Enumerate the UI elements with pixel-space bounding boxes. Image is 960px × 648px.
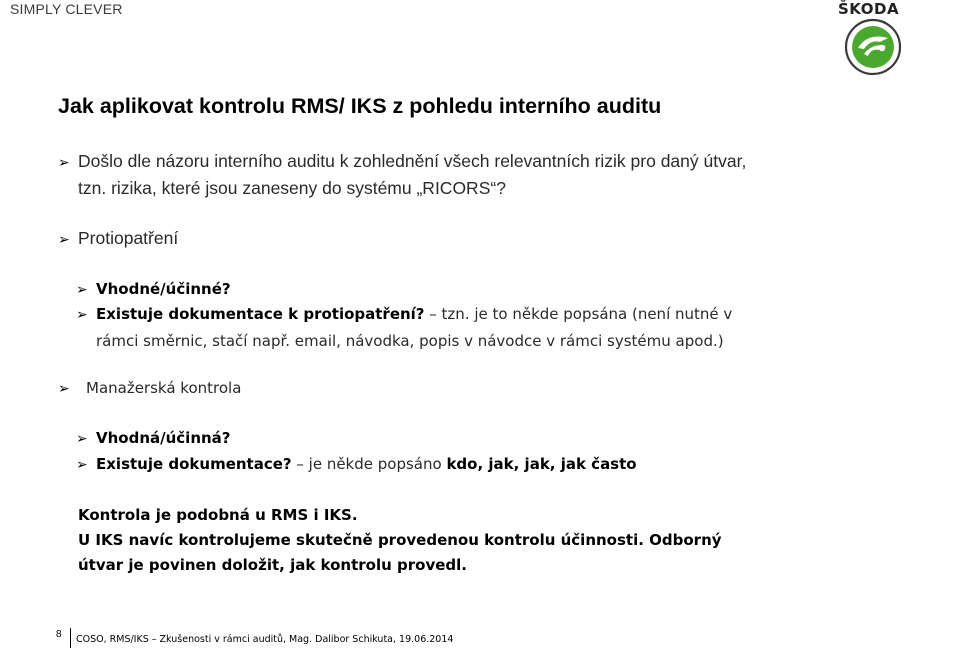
sub-bullet-1 [76, 277, 231, 303]
bullet-3 [58, 376, 241, 402]
footer-divider [70, 628, 71, 648]
brand-wordmark: ŠKODA [838, 0, 900, 18]
sub-bullet-4-rest: – je někde popsáno [291, 455, 447, 473]
page-number: 8 [56, 629, 62, 640]
skoda-logo-icon [844, 18, 902, 76]
sub-bullet-3-label: Vhodná/účinná? [96, 429, 231, 447]
bullet-1-line-1: Došlo dle názoru interního auditu k zohlednění všech relevantních rizik pro daný útvar, [78, 151, 747, 171]
arrowhead-bullet-icon: ➢ [58, 155, 70, 171]
sub-bullet-3 [76, 426, 231, 452]
sub-bullet-4-bold-2: kdo, jak, jak, jak často [446, 455, 637, 473]
bullet-1 [58, 149, 746, 176]
sub-bullet-4-bold: Existuje dokumentace? [96, 455, 292, 473]
sub-bullet-4 [76, 452, 637, 478]
bullet-3-label: Manažerská kontrola [86, 379, 242, 397]
arrowhead-bullet-icon: ➢ [76, 307, 88, 323]
arrowhead-bullet-icon: ➢ [58, 232, 70, 248]
tagline: SIMPLY CLEVER [10, 1, 123, 17]
closing-line-3: útvar je povinen doložit, jak kontrolu provedl. [78, 556, 467, 574]
sub-bullet-2-rest: – tzn. je to někde popsána (není nutné v [424, 305, 733, 323]
sub-bullet-1-label: Vhodné/účinné? [96, 280, 231, 298]
sub-bullet-2 [76, 302, 732, 328]
bullet-1-line-2: tzn. rizika, které jsou zaneseny do systému „RICORS“? [78, 178, 506, 198]
sub-bullet-2-line-2: rámci směrnic, stačí např. email, návodka, popis v návodce v rámci systému apod.) [96, 332, 724, 350]
arrowhead-bullet-icon: ➢ [76, 431, 88, 447]
bullet-2 [58, 226, 178, 253]
arrowhead-bullet-icon: ➢ [76, 457, 88, 473]
closing-line-1: Kontrola je podobná u RMS i IKS. [78, 506, 358, 524]
bullet-2-label: Protiopatření [78, 228, 179, 248]
arrowhead-bullet-icon: ➢ [58, 381, 70, 397]
slide-title: Jak aplikovat kontrolu RMS/ IKS z pohledu interního auditu [58, 94, 662, 118]
sub-bullet-2-bold: Existuje dokumentace k protiopatření? [96, 305, 425, 323]
closing-line-2: U IKS navíc kontrolujeme skutečně provedenou kontrolu účinnosti. Odborný [78, 531, 722, 549]
arrowhead-bullet-icon: ➢ [76, 282, 88, 298]
footer-text: COSO, RMS/IKS – Zkušenosti v rámci auditů, Mag. Dalibor Schikuta, 19.06.2014 [76, 634, 454, 645]
